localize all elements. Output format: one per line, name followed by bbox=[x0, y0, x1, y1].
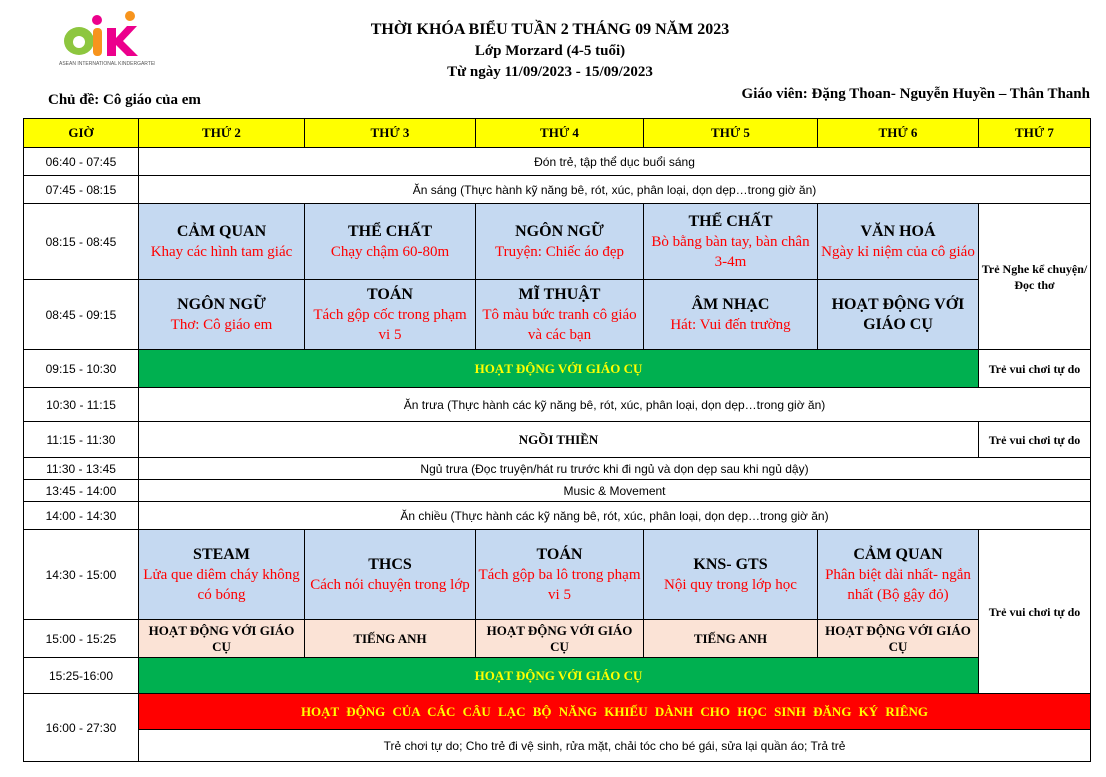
table-row bbox=[24, 502, 1091, 530]
lesson-desc: Khay các hình tam giác bbox=[150, 243, 293, 260]
time-cell: 07:45 - 08:15 bbox=[24, 176, 139, 204]
lesson-cell bbox=[818, 280, 979, 350]
lesson-desc: Thơ: Cô giáo em bbox=[170, 316, 273, 333]
lesson-desc: Nội quy trong lớp học bbox=[664, 576, 797, 593]
table-row bbox=[24, 176, 1091, 204]
lesson-subject: THCS bbox=[368, 555, 412, 573]
table-row bbox=[24, 480, 1091, 502]
lesson-cell bbox=[305, 530, 476, 620]
time-cell: 14:30 - 15:00 bbox=[24, 530, 139, 620]
lesson-cell bbox=[139, 530, 305, 620]
lesson-subject: HOẠT ĐỘNG VỚI GIÁO CỤ bbox=[831, 295, 965, 333]
lesson-desc: Tô màu bức tranh cô giáo và các bạn bbox=[482, 306, 637, 343]
lesson-subject: NGÔN NGỮ bbox=[177, 295, 266, 313]
col-tuesday: THỨ 3 bbox=[305, 119, 476, 148]
afternoon-cell: TIẾNG ANH bbox=[305, 620, 476, 658]
pickup-cell: Trẻ chơi tự do; Cho trẻ đi vệ sinh, rửa mặt, chải tóc cho bé gái, sửa lại quần áo; Trả trẻ bbox=[139, 730, 1091, 762]
lesson-desc: Ngày kỉ niệm của cô giáo bbox=[821, 243, 975, 260]
lesson-subject: THỂ CHẤT bbox=[688, 212, 773, 230]
school-logo bbox=[55, 8, 155, 76]
lesson-subject: STEAM bbox=[193, 545, 250, 563]
saturday-cell: Trẻ vui chơi tự do bbox=[979, 530, 1091, 694]
table-row bbox=[24, 422, 1091, 458]
afternoon-cell: HOẠT ĐỘNG VỚI GIÁO CỤ bbox=[476, 620, 644, 658]
lesson-desc: Truyện: Chiếc áo đẹp bbox=[494, 243, 624, 260]
saturday-cell: Trẻ vui chơi tự do bbox=[979, 350, 1091, 388]
table-row bbox=[24, 530, 1091, 620]
col-wednesday: THỨ 4 bbox=[476, 119, 644, 148]
table-row bbox=[24, 458, 1091, 480]
schedule-title: THỜI KHÓA BIỂU TUẦN 2 THÁNG 09 NĂM 2023 bbox=[370, 21, 730, 38]
table-row bbox=[24, 658, 1091, 694]
lesson-cell bbox=[644, 204, 818, 280]
svg-text:ASEAN INTERNATIONAL KINDERGART: ASEAN INTERNATIONAL KINDERGARTEN bbox=[59, 61, 155, 67]
lesson-cell bbox=[818, 530, 979, 620]
time-cell: 08:15 - 08:45 bbox=[24, 204, 139, 280]
lesson-cell bbox=[139, 204, 305, 280]
table-row bbox=[24, 620, 1091, 658]
time-cell: 15:25-16:00 bbox=[24, 658, 139, 694]
col-monday: THỨ 2 bbox=[139, 119, 305, 148]
activity-cell: Music & Movement bbox=[139, 480, 1091, 502]
table-row bbox=[24, 350, 1091, 388]
lesson-desc: Bò bằng bàn tay, bàn chân 3-4m bbox=[651, 233, 810, 270]
time-cell: 14:00 - 14:30 bbox=[24, 502, 139, 530]
activity-cell: Ăn chiều (Thực hành các kỹ năng bê, rót, xúc, phân loại, dọn dẹp…trong giờ ăn) bbox=[139, 502, 1091, 530]
table-row bbox=[24, 388, 1091, 422]
lesson-desc: Cách nói chuyện trong lớp bbox=[310, 576, 470, 593]
lesson-subject: KNS- GTS bbox=[693, 555, 768, 573]
lesson-desc: Lửa que diêm cháy không có bóng bbox=[143, 566, 300, 603]
time-cell: 10:30 - 11:15 bbox=[24, 388, 139, 422]
saturday-cell: Trẻ vui chơi tự do bbox=[979, 422, 1091, 458]
time-cell: 06:40 - 07:45 bbox=[24, 148, 139, 176]
class-name: Lớp Morzard (4-5 tuổi) bbox=[474, 43, 626, 59]
teachers-label: Giáo viên: Đặng Thoan- Nguyễn Huyền – Thân Thanh bbox=[741, 86, 1090, 102]
lesson-desc: Chạy chậm 60-80m bbox=[330, 243, 450, 260]
lesson-cell bbox=[476, 204, 644, 280]
topic-label: Chủ đề: Cô giáo của em bbox=[48, 92, 201, 108]
lesson-cell bbox=[139, 280, 305, 350]
lesson-subject: TOÁN bbox=[367, 285, 413, 303]
lesson-cell bbox=[644, 280, 818, 350]
table-row bbox=[24, 204, 1091, 280]
lesson-subject: MĨ THUẬT bbox=[518, 285, 601, 303]
date-range: Từ ngày 11/09/2023 - 15/09/2023 bbox=[447, 64, 653, 80]
time-cell: 15:00 - 15:25 bbox=[24, 620, 139, 658]
lesson-desc: Tách gộp cốc trong phạm vi 5 bbox=[313, 306, 467, 343]
time-cell: 09:15 - 10:30 bbox=[24, 350, 139, 388]
activity-cell: HOẠT ĐỘNG VỚI GIÁO CỤ bbox=[139, 350, 979, 388]
lesson-subject: TOÁN bbox=[536, 545, 583, 563]
lesson-desc: Hát: Vui đến trường bbox=[670, 316, 791, 333]
time-cell: 13:45 - 14:00 bbox=[24, 480, 139, 502]
lesson-desc: Tách gộp ba lô trong phạm vi 5 bbox=[478, 566, 641, 603]
lesson-cell bbox=[305, 280, 476, 350]
activity-cell: Ăn trưa (Thực hành các kỹ năng bê, rót, xúc, phân loại, dọn dẹp…trong giờ ăn) bbox=[139, 388, 1091, 422]
activity-cell: Ăn sáng (Thực hành kỹ năng bê, rót, xúc, phân loại, dọn dẹp…trong giờ ăn) bbox=[139, 176, 1091, 204]
col-saturday: THỨ 7 bbox=[979, 119, 1091, 148]
table-row bbox=[24, 280, 1091, 350]
lesson-subject: THỂ CHẤT bbox=[347, 222, 432, 240]
table-row bbox=[24, 148, 1091, 176]
lesson-cell bbox=[476, 530, 644, 620]
time-cell: 08:45 - 09:15 bbox=[24, 280, 139, 350]
lesson-subject: CẢM QUAN bbox=[176, 222, 267, 240]
header-row bbox=[24, 119, 1091, 148]
time-cell: 16:00 - 27:30 bbox=[24, 694, 139, 762]
time-cell: 11:30 - 13:45 bbox=[24, 458, 139, 480]
lesson-cell bbox=[818, 204, 979, 280]
lesson-subject: CẢM QUAN bbox=[853, 545, 943, 563]
clubs-cell: HOẠT ĐỘNG CỦA CÁC CÂU LẠC BỘ NĂNG KHIẾU DÀNH CHO HỌC SINH ĐĂNG KÝ RIÊNG bbox=[139, 694, 1091, 730]
saturday-cell: Trẻ Nghe kể chuyện/Đọc thơ bbox=[979, 204, 1091, 350]
col-thursday: THỨ 5 bbox=[644, 119, 818, 148]
timetable bbox=[23, 118, 1091, 762]
lesson-subject: ÂM NHẠC bbox=[691, 295, 770, 313]
activity-cell: NGỒI THIỀN bbox=[139, 422, 979, 458]
lesson-cell bbox=[476, 280, 644, 350]
activity-cell: Đón trẻ, tập thể dục buổi sáng bbox=[139, 148, 1091, 176]
afternoon-cell: TIẾNG ANH bbox=[644, 620, 818, 658]
lesson-cell bbox=[305, 204, 476, 280]
lesson-desc: Phân biệt dài nhất- ngắn nhất (Bộ gậy đỏ) bbox=[825, 566, 971, 603]
time-cell: 11:15 - 11:30 bbox=[24, 422, 139, 458]
afternoon-cell: HOẠT ĐỘNG VỚI GIÁO CỤ bbox=[139, 620, 305, 658]
col-friday: THỨ 6 bbox=[818, 119, 979, 148]
activity-cell: Ngủ trưa (Đọc truyện/hát ru trước khi đi ngủ và dọn dẹp sau khi ngủ dậy) bbox=[139, 458, 1091, 480]
table-row bbox=[24, 694, 1091, 730]
table-row bbox=[24, 730, 1091, 762]
afternoon-cell: HOẠT ĐỘNG VỚI GIÁO CỤ bbox=[818, 620, 979, 658]
col-time: GIỜ bbox=[24, 119, 139, 148]
lesson-subject: VĂN HOÁ bbox=[860, 222, 936, 240]
activity-cell: HOẠT ĐỘNG VỚI GIÁO CỤ bbox=[139, 658, 979, 694]
lesson-subject: NGÔN NGỮ bbox=[515, 222, 604, 240]
lesson-cell bbox=[644, 530, 818, 620]
